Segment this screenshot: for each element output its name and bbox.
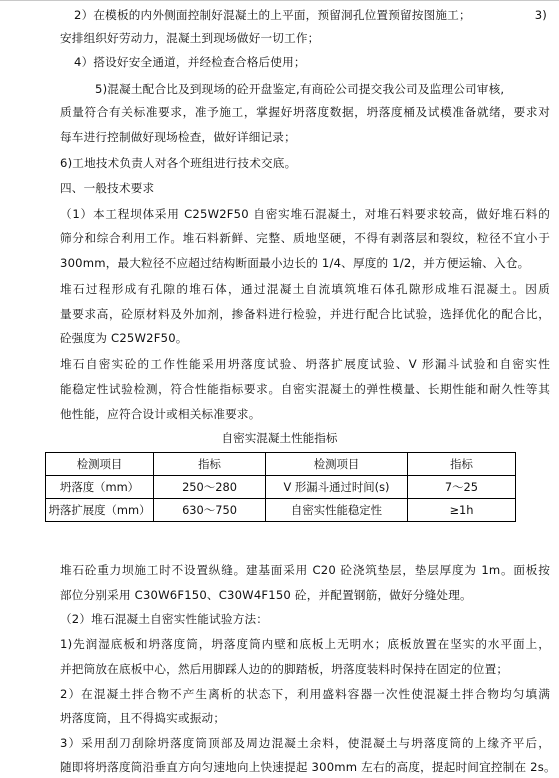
text-line: （2）堆石混凝土自密实性能试验方法：	[60, 612, 269, 626]
text-line: 5)混凝土配合比及到现场的砼开盘鉴定,有商砼公司提交我公司及监理公司审核,	[95, 82, 505, 96]
text-line: 筛分和综合利用工作。堆石料新鲜、完整、质地坚硬，不得有剥落层和裂纹，粒径不宜小于	[60, 231, 550, 245]
text-line: 每车进行控制做好现场检查，做好详细记录；	[60, 130, 296, 144]
table-cell: 坍落度（mm）	[46, 476, 154, 499]
text-line: 300mm，最大粒径不应超过结构断面最小边长的 1/4、厚度的 1/2，并方便运输、入仓。	[60, 256, 530, 270]
table-cell: ≥1h	[408, 499, 516, 522]
table-caption: 自密实混凝土性能指标	[221, 431, 338, 445]
text-line: 6)工地技术负责人对各个班组进行技术交底。	[60, 156, 297, 170]
table-header-cell: 检测项目	[46, 453, 154, 476]
page-top-edge	[0, 0, 559, 1]
text-line: 2）在混凝土拌合物不产生离析的状态下，利用盛料容器一次性使混凝土拌合物均匀填满	[60, 687, 550, 701]
text-line: 4）搭设好安全通道，并经检查合格后使用；	[74, 55, 306, 69]
table-header-row	[46, 453, 516, 476]
text-line: 量要求高，砼原材料及外加剂，掺备料进行检验，并进行配合比试验，选择优化的配合比，	[60, 307, 550, 321]
text-line: 3）采用刮刀刮除坍落度筒顶部及周边混凝土余料，使混凝土与坍落度筒的上缘齐平后，	[60, 736, 550, 750]
text-line: 他性能，应符合设计或相关标准要求。	[60, 407, 261, 421]
text-line: 质量符合有关标准要求，准予施工，掌握好坍落度数据，坍落度桶及试模准备就绪，要求对	[60, 105, 550, 119]
text-line: 1)先润湿底板和坍落度筒，坍落度筒内壁和底板上无明水；底板放置在坚实的水平面上，	[60, 637, 550, 651]
text-line: 并把筒放在底板中心，然后用脚踩人边的的脚踏板，坍落度装料时保持在固定的位置；	[60, 662, 509, 676]
text-line: 2）在模板的内外侧面控制好混凝土的上平面，预留洞孔位置预留按图施工；	[74, 8, 471, 22]
text-line: 砼强度为 C25W2F50。	[60, 331, 188, 345]
table-header-cell: 指标	[154, 453, 266, 476]
text-line: 部位分别采用 C30W6F150、C30W4F150 砼，并配置钢筋，做好分缝处理。	[60, 588, 472, 602]
table-header-cell: 指标	[408, 453, 516, 476]
table-cell: 250～280	[154, 476, 266, 499]
text-line: 坍落度筒，且不得捣实或振动；	[60, 711, 226, 725]
text-line: 能稳定性试验检测，符合性能指标要求。自密实混凝土的弹性模量、长期性能和耐久性等其	[60, 382, 550, 396]
text-line: 3)	[534, 8, 547, 22]
text-line: （1）本工程坝体采用 C25W2F50 自密实堆石混凝土，对堆石料要求较高，做好堆石料的	[60, 207, 550, 221]
table-cell: 7～25	[408, 476, 516, 499]
text-line: 堆石自密实砼的工作性能采用坍落度试验、坍落扩展度试验、V 形漏斗试验和自密实性	[60, 357, 550, 371]
performance-table	[45, 452, 516, 522]
section-heading: 四、一般技术要求	[60, 181, 155, 195]
table-row	[46, 499, 516, 522]
text-line: 堆石过程形成有孔隙的堆石体，通过混凝土自流填筑堆石体孔隙形成堆石混凝土。因质	[60, 282, 550, 296]
table-cell: 630～750	[154, 499, 266, 522]
table-header-cell: 检测项目	[266, 453, 408, 476]
text-line: 随即将坍落度筒沿垂直方向匀速地向上快速提起 300mm 左右的高度，提起时间宜控制在 2s。	[60, 760, 556, 774]
text-line: 安排组织好劳动力，混凝土到现场做好一切工作；	[60, 31, 320, 45]
table-row	[46, 476, 516, 499]
table-cell: 自密实性能稳定性	[266, 499, 408, 522]
text-line: 堆石砼重力坝施工时不设置纵缝。建基面采用 C20 砼浇筑垫层，垫层厚度为 1m。面板按	[60, 563, 550, 577]
table-cell: 坍落扩展度（mm）	[46, 499, 154, 522]
table-cell: V 形漏斗通过时间(s)	[266, 476, 408, 499]
